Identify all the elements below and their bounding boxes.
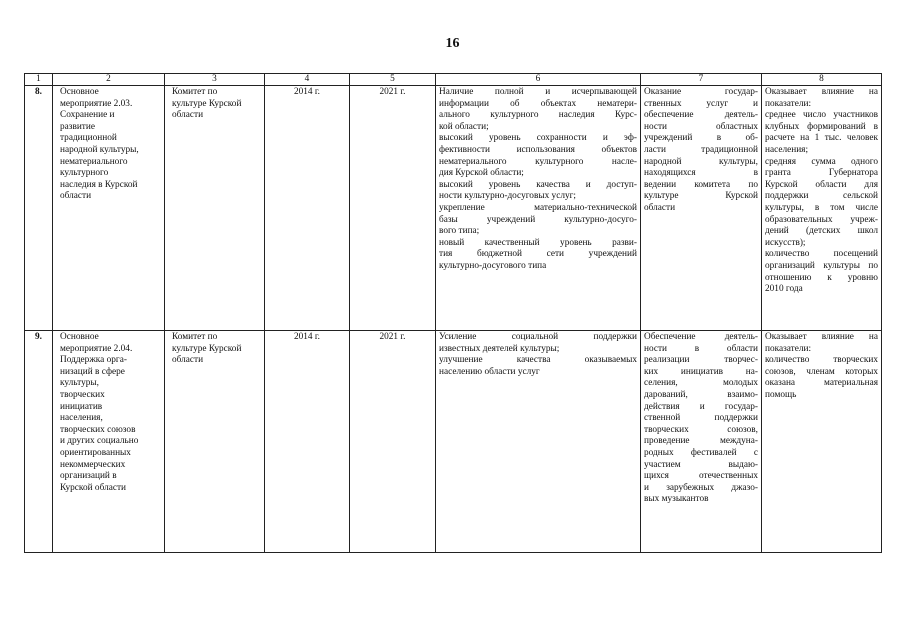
cell-text-line: культуре Курской (644, 191, 758, 202)
cell-text-line: наследия в Курской (60, 179, 138, 190)
start-year-cell: 2014 г. (265, 86, 350, 331)
influence-cell (762, 331, 882, 553)
cell-text-line: инициатив (60, 401, 103, 412)
cell-text-line: дия Курской области; (439, 168, 524, 179)
cell-text-line: творческих союзов, (644, 424, 758, 435)
program-measures-table (24, 73, 882, 553)
cell-text-line: среднее число участников (765, 110, 878, 121)
cell-text-line: 2010 года (765, 284, 803, 295)
cell-text-line: обеспечение деятель- (644, 110, 758, 121)
end-year-cell: 2021 г. (350, 86, 436, 331)
cell-text-line: Курской области (60, 482, 126, 493)
cell-text-line: количество творческих (765, 355, 878, 366)
executor-cell (165, 86, 265, 331)
column-header: 1 (25, 74, 53, 86)
cell-text-line: Сохранение и (60, 110, 115, 121)
cell-text-line: мероприятие 2.04. (60, 343, 133, 354)
cell-text-line: отношению к уровню (765, 272, 878, 283)
cell-text-line: Оказание государ- (644, 87, 758, 97)
cell-text-line: дений (детских школ (765, 226, 878, 237)
cell-text-line: оказана материальная (765, 378, 878, 389)
column-number-row (25, 74, 882, 86)
cell-text-line: Основное (60, 87, 99, 97)
cell-text-line: развитие (60, 121, 95, 132)
cell-text-line: реализации творчес- (644, 355, 758, 366)
cell-text-line: проведение междуна- (644, 436, 758, 447)
cell-text-line: образовательных учреж- (765, 214, 878, 225)
results-cell (436, 86, 641, 331)
cell-text-line: области (60, 191, 92, 202)
cell-text-line: количество посещений (765, 249, 878, 260)
cell-text-line: ласти традиционной (644, 144, 758, 155)
cell-text-line: и зарубежных джазо- (644, 482, 758, 493)
cell-text-line: культурного (60, 168, 109, 179)
cell-text-line: и других социально (60, 436, 139, 447)
cell-text-line: мероприятие 2.03. (60, 98, 133, 109)
cell-text-line: культурно-досугового типа (439, 260, 547, 271)
column-header: 5 (350, 74, 436, 86)
end-year-cell: 2021 г. (350, 331, 436, 553)
cell-text-line: Комитет по (172, 332, 218, 342)
cell-text-line: низаций в сфере (60, 366, 125, 377)
cell-text-line: культуры, (60, 378, 99, 389)
cell-text-line: известных деятелей культуры; (439, 343, 560, 354)
cell-text-line: союзов, членам которых (765, 366, 878, 377)
cell-text-line: области (172, 355, 204, 366)
cell-text-line: Комитет по (172, 87, 218, 97)
cell-text-line: базы учреждений культурно-досуго- (439, 214, 637, 225)
results-cell (436, 331, 641, 553)
page-number: 16 (445, 36, 460, 51)
cell-text-line: ности культурно-досуговых услуг; (439, 191, 577, 202)
cell-text-line: организаций культуры по (765, 260, 878, 271)
cell-text-line: дарований, взаимо- (644, 389, 758, 400)
column-header: 3 (165, 74, 265, 86)
cell-text-line: поддержки сельской (765, 191, 878, 202)
cell-text-line: средняя сумма одного (765, 156, 878, 167)
cell-text-line: клубных формирований в (765, 121, 878, 132)
cell-text-line: учреждений в об- (644, 133, 758, 144)
content-cell (641, 86, 762, 331)
cell-text-line: народной культуры, (644, 156, 758, 167)
cell-text-line: Оказывает влияние на (765, 332, 878, 342)
cell-text-line: ального культурного наследия Курс- (439, 110, 637, 121)
cell-text-line: показатели: (765, 343, 812, 354)
cell-text-line: участием выдаю- (644, 459, 758, 470)
cell-text-line: укрепление материально-технической (439, 202, 637, 213)
influence-cell (762, 86, 882, 331)
cell-text-line: действия и государ- (644, 401, 758, 412)
cell-text-line: культуре Курской (172, 343, 242, 354)
table-row (25, 331, 882, 553)
measure-cell (53, 86, 165, 331)
content-cell (641, 331, 762, 553)
cell-text-line: ности в области (644, 343, 758, 354)
cell-text-line: высокий уровень сохранности и эф- (439, 133, 637, 144)
cell-text-line: культуры, в том числе (765, 202, 878, 213)
cell-text-line: некоммерческих (60, 459, 126, 470)
cell-text-line: фективности использования объектов (439, 144, 637, 155)
row-number: 9. (25, 331, 53, 553)
executor-cell (165, 331, 265, 553)
cell-text-line: гранта Губернатора (765, 168, 878, 179)
cell-text-line: творческих союзов (60, 424, 136, 435)
cell-text-line: Наличие полной и исчерпывающей (439, 87, 637, 97)
cell-text-line: нематериального культурного насле- (439, 156, 637, 167)
cell-text-line: информации об объектах нематери- (439, 98, 637, 109)
cell-text-line: Оказывает влияние на (765, 87, 878, 97)
table-row (25, 86, 882, 331)
cell-text-line: Обеспечение деятель- (644, 332, 758, 342)
cell-text-line: Курской области для (765, 179, 878, 190)
cell-text-line: селения, молодых (644, 378, 758, 389)
cell-text-line: области (644, 202, 676, 213)
cell-text-line: вых музыкантов (644, 494, 709, 505)
cell-text-line: вого типа; (439, 226, 480, 237)
start-year-cell: 2014 г. (265, 331, 350, 553)
cell-text-line: Поддержка орга- (60, 355, 127, 366)
column-header: 7 (641, 74, 762, 86)
cell-text-line: ведении комитета по (644, 179, 758, 190)
cell-text-line: новый качественный уровень разви- (439, 237, 637, 248)
cell-text-line: тия бюджетной сети учреждений (439, 249, 637, 260)
cell-text-line: помощь (765, 389, 797, 400)
column-header: 8 (762, 74, 882, 86)
cell-text-line: ственной поддержки (644, 413, 758, 424)
cell-text-line: Усиление социальной поддержки (439, 332, 637, 342)
column-header: 4 (265, 74, 350, 86)
cell-text-line: населению области услуг (439, 366, 540, 377)
cell-text-line: ких инициатив на- (644, 366, 758, 377)
measure-cell (53, 331, 165, 553)
column-header: 2 (53, 74, 165, 86)
column-header: 6 (436, 74, 641, 86)
cell-text-line: населения; (765, 144, 809, 155)
cell-text-line: щихся отечественных (644, 471, 758, 482)
cell-text-line: находящихся в (644, 168, 758, 179)
cell-text-line: расчете на 1 тыс. человек (765, 133, 878, 144)
cell-text-line: родных фестивалей с (644, 447, 758, 458)
cell-text-line: улучшение качества оказываемых (439, 355, 637, 366)
cell-text-line: кой области; (439, 121, 489, 132)
row-number: 8. (25, 86, 53, 331)
cell-text-line: области (172, 110, 204, 121)
cell-text-line: искусств); (765, 237, 806, 248)
cell-text-line: организаций в (60, 471, 117, 482)
cell-text-line: народной культуры, (60, 144, 139, 155)
cell-text-line: ориентированных (60, 447, 131, 458)
cell-text-line: нематериального (60, 156, 128, 167)
cell-text-line: ственных услуг и (644, 98, 758, 109)
cell-text-line: культуре Курской (172, 98, 242, 109)
cell-text-line: Основное (60, 332, 99, 342)
cell-text-line: населения, (60, 413, 103, 424)
cell-text-line: высокий уровень качества и доступ- (439, 179, 637, 190)
cell-text-line: ности областных (644, 121, 758, 132)
cell-text-line: творческих (60, 389, 105, 400)
cell-text-line: традиционной (60, 133, 117, 144)
cell-text-line: показатели: (765, 98, 812, 109)
